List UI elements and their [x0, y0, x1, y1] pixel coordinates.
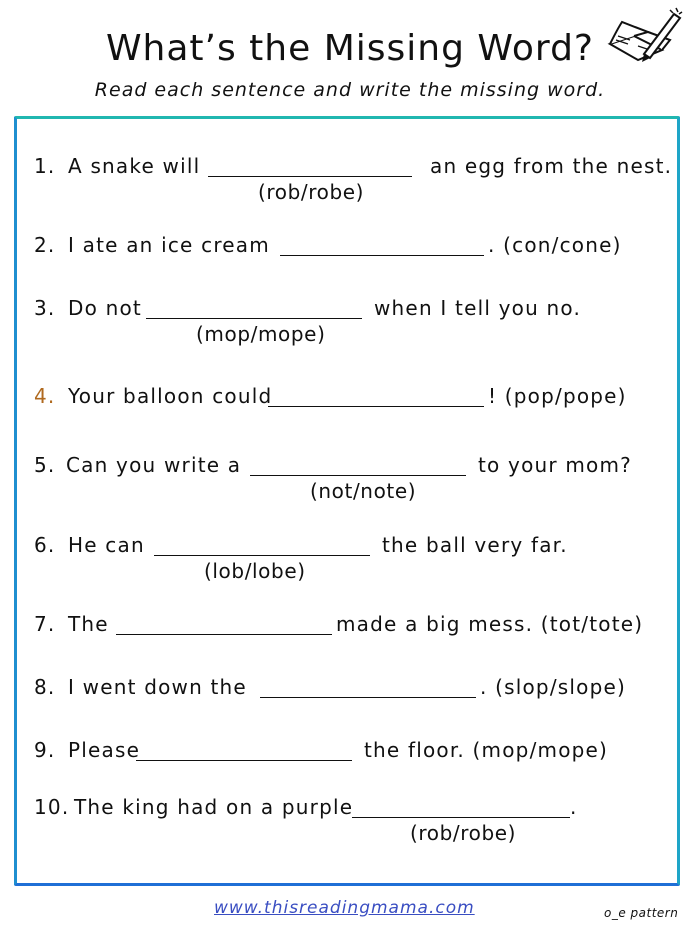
item-2-text-after: . (con/cone): [488, 233, 622, 257]
item-4-answer-blank[interactable]: [268, 406, 484, 407]
item-6-text-before: He can: [68, 533, 145, 557]
item-5-hint: (not/note): [310, 479, 417, 503]
pattern-tag: o_e pattern: [604, 906, 679, 920]
item-5-answer-blank[interactable]: [250, 475, 466, 476]
item-4-text-before: Your balloon could: [68, 384, 273, 408]
item-7-text-before: The: [68, 612, 109, 636]
item-5-number: 5.: [34, 453, 56, 477]
item-7-text-after: made a big mess. (tot/tote): [336, 612, 644, 636]
item-10-hint: (rob/robe): [410, 821, 517, 845]
item-10-number: 10.: [34, 795, 70, 819]
item-4-text-after: ! (pop/pope): [488, 384, 627, 408]
item-4-number: 4.: [34, 384, 56, 408]
item-5-text-before: Can you write a: [66, 453, 242, 477]
item-3-answer-blank[interactable]: [146, 318, 362, 319]
item-7-answer-blank[interactable]: [116, 634, 332, 635]
item-10-text-after: .: [570, 795, 578, 819]
item-2-number: 2.: [34, 233, 56, 257]
item-3-number: 3.: [34, 296, 56, 320]
item-10-text-before: The king had on a purple: [74, 795, 354, 819]
item-1-text-before: A snake will: [68, 154, 201, 178]
website-link[interactable]: www.thisreadingmama.com: [214, 898, 475, 918]
item-1-hint: (rob/robe): [258, 180, 365, 204]
item-9-answer-blank[interactable]: [136, 760, 352, 761]
item-7-number: 7.: [34, 612, 56, 636]
book-and-pencil-icon: [604, 6, 686, 78]
instructions: Read each sentence and write the missing word.: [94, 79, 606, 101]
item-6-number: 6.: [34, 533, 56, 557]
item-2-answer-blank[interactable]: [280, 255, 484, 256]
item-10-answer-blank[interactable]: [352, 817, 570, 818]
item-9-text-before: Please: [68, 738, 141, 762]
item-8-text-after: . (slop/slope): [480, 675, 626, 699]
item-8-text-before: I went down the: [68, 675, 247, 699]
item-8-number: 8.: [34, 675, 56, 699]
item-2-text-before: I ate an ice cream: [68, 233, 270, 257]
item-1-answer-blank[interactable]: [208, 176, 412, 177]
item-5-text-after: to your mom?: [478, 453, 632, 477]
item-8-answer-blank[interactable]: [260, 697, 476, 698]
item-1-number: 1.: [34, 154, 56, 178]
item-6-text-after: the ball very far.: [382, 533, 568, 557]
item-3-hint: (mop/mope): [196, 322, 326, 346]
item-6-answer-blank[interactable]: [154, 555, 370, 556]
page-title: What’s the Missing Word?: [105, 28, 595, 69]
item-9-text-after: the floor. (mop/mope): [364, 738, 609, 762]
item-3-text-before: Do not: [68, 296, 142, 320]
item-6-hint: (lob/lobe): [204, 559, 306, 583]
item-9-number: 9.: [34, 738, 56, 762]
item-1-text-after: an egg from the nest.: [430, 154, 673, 178]
item-3-text-after: when I tell you no.: [374, 296, 582, 320]
